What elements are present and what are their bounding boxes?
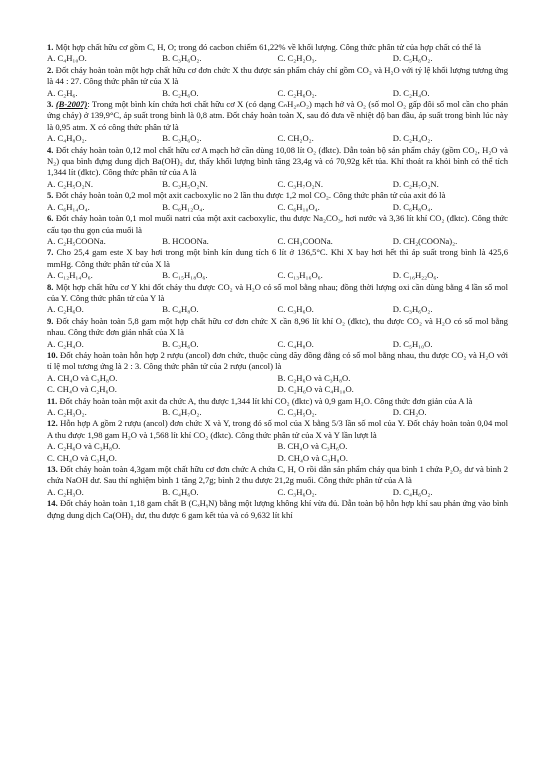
option-a: A. C₆H₁₄O₄. xyxy=(47,201,90,212)
option-c: C. C₃H₇O₂N. xyxy=(277,178,324,189)
question-5: 5. Đốt cháy hoàn toàn 0,2 mol một axit cacboxylic no 2 lần thu được 1,2 mol CO₂. Công thức phân tử của axit đó là xyxy=(47,190,446,201)
options-1 xyxy=(47,53,508,64)
option-a: A. C₂H₆O. xyxy=(47,304,84,315)
question-9: 9. Đốt cháy hoàn toàn 5,8 gam một hợp chất hữu cơ đơn chức X cần 8,96 lít khí O₂ (đktc), thu được CO₂ và H₂O có số mol bằng nhau. Công thức đơn giản nhất của X là xyxy=(47,315,508,338)
options-9 xyxy=(47,339,508,350)
option-a: A. C₂H₃O₂. xyxy=(47,407,87,417)
option-c: C. C₄H₈O. xyxy=(277,338,314,349)
option-c: C. C₃H₆O. xyxy=(277,304,314,315)
option-d: D. C₆H₈O₄. xyxy=(392,201,433,212)
question-13: 13. Đốt cháy hoàn toàn 4,3gam một chất hữu cơ đơn chức A chứa C, H, O rồi dẫn sản phẩm cháy qua bình 1 chứa P₂O₅ dư và bình 2 chứa NaOH dư. Sau thí nghiệm bình 1 tăng 2,7g; bình 2 thu được 21,2g muối. Công thức phân tử của A là xyxy=(47,464,508,486)
option-a: A. C₂H₃O. xyxy=(47,486,84,497)
option-d: D. C₁₆H₂₂O₆. xyxy=(392,270,439,281)
question-8: 8. Một hợp chất hữu cơ Y khi đốt cháy thu được CO₂ và H₂O có số mol bằng nhau; đồng thời lượng oxi cần dùng bằng 4 lần số mol của Y. Công thức phân tử của Y là xyxy=(47,281,508,303)
option-a: A. C₄H₁₀O. xyxy=(47,53,87,64)
option-b: B. C₁₅H₁₈O₆. xyxy=(162,270,208,281)
question-6: 6. Đốt cháy hoàn toàn 0,1 mol muối natri của một axit cacboxylic, thu được Na₂CO₃, hơi nước và 3,36 lít khí CO₂ (đktc). Công thức cấu tạo thu gọn của muối là xyxy=(47,213,508,235)
question-1: 1. Một hợp chất hữu cơ gồm C, H, O; trong đó cacbon chiếm 61,22% về khối lượng. Công thức phân tử của hợp chất có thể là xyxy=(47,42,481,52)
option-d: D. C₂H₆O và C₄H₁₀O. xyxy=(277,384,354,395)
option-a: A. C₂H₆. xyxy=(47,87,78,98)
option-b: B. C₆H₁₂O₄. xyxy=(162,201,205,212)
options-3 xyxy=(47,133,508,144)
option-b: B. CH₄O và C₃H₆O. xyxy=(277,441,348,452)
option-a: A. C₂H₅O₂N. xyxy=(47,178,93,189)
question-4: 4. Đốt cháy hoàn toàn 0,12 mol chất hữu cơ A mạch hở cần dùng 10,08 lít O₂ (đktc). Dẫn toàn bộ sản phẩm cháy (gồm CO₂, H₂O và N₂) qua bình đựng dung dịch Ba(OH)₂ dư, thấy khối lượng bình tăng 23,4g và có 70,92g kết tủa. Khí thoát ra khỏi bình có thể tích 1,344 lít (đktc). Công thức phân tử của A là xyxy=(47,144,508,178)
option-d: D. CH₂(COONa)₂. xyxy=(392,235,458,246)
option-c: C. C₃H₅O₂. xyxy=(277,407,317,417)
option-a: A. CH₄O và C₃H₈O. xyxy=(47,372,118,383)
option-b: B. C₃H₆O. xyxy=(162,338,199,349)
option-b: B. C₄H₆O. xyxy=(162,486,199,497)
options-5 xyxy=(47,202,508,213)
option-a: A. C₁₂H₁₄O₆. xyxy=(47,270,93,281)
question-10: 10. Đốt cháy hoàn toàn hỗn hợp 2 rượu (ancol) đơn chức, thuộc cùng dãy đồng đẳng có số mol bằng nhau, thu được CO₂ và H₂O với tỉ lệ mol tương ứng là 2 : 3. Công thức phân tử của 2 rượu (ancol) là xyxy=(47,349,508,372)
option-a: A. C₂H₅COONa. xyxy=(47,235,106,246)
option-c: C. CH₄O và C₃H₄O. xyxy=(47,452,117,463)
question-3: 3. (B-2007): Trong một bình kín chứa hơi chất hữu cơ X (có dạng CₙH₂ₙO₂) mạch hở và O₂ (số mol O₂ gấp đôi số mol cần cho phản ứng cháy) ở 139,9°C, áp suất trong bình là 0,8 atm. Đốt cháy hoàn toàn X, sau đó đưa về nhiệt độ ban đầu, áp suất trong bình lúc này là 0,95 atm. X có công thức phân tử là xyxy=(47,99,509,132)
option-d: D. C₂H₄O. xyxy=(392,87,430,98)
option-c: C. CH₃COONa. xyxy=(277,235,333,246)
options-10-row2 xyxy=(47,384,508,395)
option-d: D. C₄H₆O₂. xyxy=(392,486,433,497)
options-8 xyxy=(47,304,508,315)
option-d: D. C₃H₆O₂. xyxy=(392,304,433,315)
exam-source-tag: (B-2007) xyxy=(55,99,88,110)
option-b: B. C₂H₆O. xyxy=(162,87,199,98)
options-10-row1 xyxy=(47,373,508,384)
option-c: C. CH₂O₂. xyxy=(277,133,314,144)
option-b: B. HCOONa. xyxy=(162,235,209,246)
options-7 xyxy=(47,270,508,281)
option-c: C. C₃H₆O₂. xyxy=(277,486,317,497)
question-12: 12. Hỗn hợp A gồm 2 rượu (ancol) đơn chức X và Y, trong đó số mol của X bằng 5/3 lần số mol của Y. Đốt cháy hoàn toàn 0,04 mol A thu được 1,98 gam H₂O và 1,568 lít khí CO₂ (đktc). Công thức phân tử của X và Y lần lượt là xyxy=(47,418,508,440)
option-c: C. C₁₃H₁₆O₆. xyxy=(277,270,323,281)
option-d: D. CH₂O. xyxy=(392,407,427,417)
option-b: B. C₃H₆O₂. xyxy=(162,53,202,64)
option-b: B. C₄H₇O₂. xyxy=(162,407,202,417)
option-b: B. C₃H₅O₂N. xyxy=(162,178,208,189)
option-a: A. C₄H₈O₂. xyxy=(47,133,87,144)
question-2: 2. Đốt cháy hoàn toàn một hợp chất hữu cơ đơn chức X thu được sản phẩm cháy chỉ gồm CO₂ và H₂O với tỷ lệ khối lượng tương ứng là 44 : 27. Công thức phân tử của X là xyxy=(47,64,508,87)
option-c: C. C₂H₆O₂. xyxy=(277,87,317,98)
option-c: C. CH₄O và C₂H₆O. xyxy=(47,384,117,395)
option-b: B. C₃H₆O₂. xyxy=(162,133,202,144)
question-14: 14. Đốt cháy hoàn toàn 1,18 gam chất B (CₓHᵧN) bằng một lượng không khí vừa đủ. Dẫn toàn bộ hỗn hợp khí sau phản ứng vào bình đựng dung dịch Ca(OH)₂ dư, thu được 6 gam kết tủa và có 9,632 lít khí xyxy=(47,498,508,520)
option-d: D. C₅H₁₀O. xyxy=(392,338,433,349)
options-4 xyxy=(47,179,508,190)
question-11: 11. Đốt cháy hoàn toàn một axit đa chức A, thu được 1,344 lít khí CO₂ (đktc) và 0,9 gam H₂O. Công thức đơn giản của A là xyxy=(47,395,473,406)
options-11 xyxy=(47,407,508,418)
options-12-row2 xyxy=(47,453,508,464)
option-c: C. C₂H₂O₃. xyxy=(277,53,317,64)
options-6 xyxy=(47,236,508,247)
option-a: A. C₂H₄O. xyxy=(47,338,84,349)
option-b: B. C₄H₈O. xyxy=(162,304,199,315)
option-b: B. C₂H₆O và C₃H₈O. xyxy=(277,372,351,383)
options-13 xyxy=(47,487,508,498)
option-d: D. C₂H₄O₂. xyxy=(392,133,433,144)
option-d: D. CH₄O và C₃H₈O. xyxy=(277,452,348,463)
options-12-row1 xyxy=(47,441,508,452)
options-2 xyxy=(47,88,508,99)
question-7: 7. Cho 25,4 gam este X bay hơi trong một bình kín dung tích 6 lít ở 136,5°C. Khi X bay hơi hết thì áp suất trong bình là 425,6 mmHg. Công thức phân tử của X là xyxy=(47,247,508,269)
option-a: A. C₂H₆O và C₃H₈O. xyxy=(47,441,121,452)
option-d: D. C₂H₇O₂N. xyxy=(392,178,439,189)
option-c: C. C₆H₁₀O₄. xyxy=(277,201,320,212)
option-d: D. C₅H₆O₂. xyxy=(392,53,433,64)
